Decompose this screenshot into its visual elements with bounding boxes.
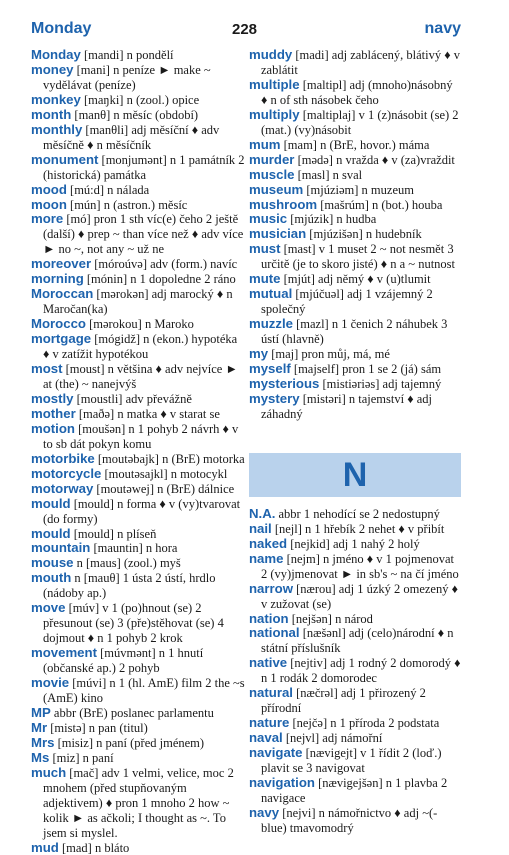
dictionary-entry [31,123,245,153]
entry-definition: [maj] pron můj, má, mé [268,347,390,362]
dictionary-entry [31,721,245,736]
dictionary-entry [249,212,461,227]
entry-definition: [mam] n (BrE, hovor.) máma [280,137,430,152]
entry-definition: [majself] pron 1 se 2 (já) sám [290,362,442,377]
headword: morning [31,271,84,287]
dictionary-entry [31,287,245,317]
entry-definition: [mədə] n vražda ♦ v (za)vraždit [294,152,455,167]
entry-definition: [moutəsajkl] n motocykl [101,466,228,481]
header-last-word: navy [424,20,461,37]
entry-definition: [næšənl] adj (celo)národní ♦ n státní příslušník [261,626,454,656]
dictionary-entry [249,78,461,108]
dictionary-entry [249,731,461,746]
entry-definition: [maðə] n matka ♦ v starat se [75,406,220,421]
dictionary-entry [249,168,461,183]
dictionary-entry [249,48,461,78]
entry-definition: [múvmənt] n 1 hnutí (občanské ap.) 2 pohyb [43,646,204,676]
dictionary-entry [31,527,245,542]
dictionary-entry [31,153,245,183]
entry-definition: [masl] n sval [294,167,363,182]
headword: multiply [249,106,300,122]
entry-definition: [mún] n (astron.) měsíc [66,197,188,212]
dictionary-entry [31,467,245,482]
entry-definition: [nejm] n jméno ♦ v 1 pojmenovat 2 (vy)jmenovat ► in sb's ~ na čí jméno [261,551,459,581]
entry-definition: [mani] n peníze ► make ~ vydělávat (peníze) [43,62,211,92]
headword: my [249,346,269,362]
entry-definition: [mónin] n 1 dopoledne 2 ráno [83,272,236,287]
headword: naval [249,730,283,746]
entry-definition: [moutəbajk] n (BrE) motorka [94,451,245,466]
dictionary-entry [249,272,461,287]
right-column [249,48,461,836]
headword: more [31,211,64,227]
entry-definition: [mistiəriəs] adj tajemný [319,376,442,391]
entry-definition: [mašrúm] n (bot.) houba [317,197,443,212]
headword: narrow [249,580,293,596]
dictionary-entry [249,198,461,213]
headword: museum [249,181,304,197]
entry-definition: [mərokən] adj marocký ♦ n Maročan(ka) [43,287,233,317]
headword: Mrs [31,734,55,750]
entry-definition: [miz] n paní [49,750,114,765]
headword: MP [31,704,51,720]
dictionary-entry [249,686,461,716]
dictionary-entry [31,212,245,257]
dictionary-entry [249,612,461,627]
headword: must [249,241,281,257]
entry-definition: [mauntin] n hora [90,541,178,556]
entry-definition: [mərokou] n Maroko [85,317,194,332]
dictionary-entry [249,153,461,168]
section-letter: N [342,455,368,494]
entry-definition: [maŋki] n (zool.) opice [80,92,200,107]
headword: nail [249,520,272,536]
entry-definition: [moustli] adv převážně [73,391,192,406]
dictionary-entry [249,716,461,731]
dictionary-entry [249,287,461,317]
dictionary-entry [31,332,245,362]
entry-definition: [nejkid] adj 1 nahý 2 holý [287,536,420,551]
entry-definition: [nejtiv] adj 1 rodný 2 domorodý ♦ n 1 rodák 2 domorodec [261,656,461,686]
dictionary-entry [249,377,461,392]
dictionary-entry [31,48,245,63]
left-column [31,48,245,855]
headword: mould [31,525,71,541]
headword: motorcycle [31,465,102,481]
headword: national [249,625,300,641]
headword: mouse [31,555,74,571]
entry-definition: [maltiplaj] v 1 (z)násobit (se) 2 (mat.) (vy)násobit [261,107,459,137]
entry-definition: [nævigejt] v 1 řídit 2 (loď.) plavit se 3 navigovat [261,746,442,776]
dictionary-entry [31,362,245,392]
headword: mystery [249,390,300,406]
entry-definition: [múvi] n 1 (hl. AmE) film 2 the ~s (AmE) kino [43,676,245,705]
dictionary-entry [31,751,245,766]
entry-definition: abbr (BrE) poslanec parlamentu [50,705,214,720]
headword: murder [249,151,295,167]
entry-definition: [nejšən] n národ [288,611,373,626]
entry-definition: n [maus] (zool.) myš [73,556,181,571]
dictionary-entry [249,746,461,776]
entry-definition: [mazl] n 1 čenich 2 náhubek 3 ústí (hlavně) [261,317,448,347]
headword: mountain [31,540,91,556]
entry-definition: [mjúziəm] n muzeum [303,182,414,197]
dictionary-entry [249,242,461,272]
headword: motorbike [31,450,95,466]
headword: move [31,600,66,616]
dictionary-entry [31,183,245,198]
entry-definition: [moutəwej] n (BrE) dálnice [93,481,235,496]
headword: nature [249,715,290,731]
headword: Morocco [31,316,86,332]
headword: muscle [249,166,295,182]
dictionary-entry [31,601,245,646]
dictionary-entry [249,656,461,686]
dictionary-entry [249,317,461,347]
dictionary-entry [31,766,245,841]
entry-definition: [maltipl] adj (mnoho)násobný ♦ n of sth násobek čeho [261,77,453,107]
headword: mysterious [249,375,320,391]
dictionary-entry [31,646,245,676]
headword: mostly [31,390,74,406]
headword: name [249,550,284,566]
headword: mother [31,405,76,421]
dictionary-entry [31,407,245,422]
header-first-word: Monday [31,20,92,37]
dictionary-entry [249,582,461,612]
n-entries [249,507,461,836]
headword: mushroom [249,196,318,212]
entry-definition: [manθli] adj měsíční ♦ adv měsíčně ♦ n měsíčník [43,122,220,152]
entry-definition: [mjút] adj němý ♦ v (u)tlumit [280,272,431,287]
headword: musician [249,226,307,242]
entry-definition: [mjúčuəl] adj 1 vzájemný 2 společný [261,287,433,317]
dictionary-entry [31,93,245,108]
headword: motion [31,420,75,436]
headword: muddy [249,47,293,62]
headword: mute [249,271,281,287]
headword: monkey [31,91,81,107]
headword: much [31,764,67,780]
dictionary-entry [249,347,461,362]
headword: monthly [31,121,83,137]
entry-definition: [mógidž] n (ekon.) hypotéka ♦ v zatížit hypotékou [43,332,238,362]
page-number: 228 [232,21,258,38]
dictionary-entry [31,676,245,706]
entry-definition: [mjúzik] n hudba [287,212,377,227]
entry-definition: [mistəri] n tajemství ♦ adj záhadný [261,391,432,421]
headword: muzzle [249,316,293,332]
entry-definition: [madi] adj zablácený, blátivý ♦ v zablátit [261,48,461,77]
dictionary-entry [31,452,245,467]
dictionary-entry [31,392,245,407]
dictionary-entry [249,806,461,836]
dictionary-entry [31,317,245,332]
dictionary-entry [31,736,245,751]
entry-definition: [monjumənt] n 1 památník 2 (historická) památka [43,152,245,182]
entry-definition: [mjúzišən] n hudebník [306,227,422,242]
section-letter-banner [249,453,461,497]
headword: moreover [31,256,92,272]
entry-definition: [moust] n většina ♦ adv nejvíce ► at (the) ~ nanejvýš [43,362,238,391]
headword: movie [31,675,70,691]
m-entries-continued [249,48,461,422]
dictionary-entry [31,272,245,287]
entry-definition: [nejvi] n námořnictvo ♦ adj ~(-blue) tmavomodrý [261,805,438,835]
entry-definition: [moušən] n 1 pohyb 2 návrh ♦ v to sb dát pokyn komu [43,421,239,451]
headword: mud [31,839,59,855]
headword: Ms [31,749,50,765]
headword: mortgage [31,331,92,347]
headword: Monday [31,47,81,62]
entry-definition: [mould] n plíseň [70,526,157,541]
headword: native [249,655,288,671]
dictionary-entry [249,183,461,198]
entry-definition: [misiz] n paní (před jménem) [54,735,205,750]
headword: mum [249,136,281,152]
dictionary-entry [31,482,245,497]
dictionary-entry [31,422,245,452]
entry-definition: [nejl] n 1 hřebík 2 nehet ♦ v přibít [271,521,445,536]
entry-definition: n [mauθ] 1 ústa 2 ústí, hrdlo (nádoby ap.) [43,571,216,601]
dictionary-entry [249,362,461,377]
headword: multiple [249,76,300,92]
headword: myself [249,361,291,377]
headword: navigation [249,774,315,790]
headword: navigate [249,745,303,761]
entry-definition: [mad] n bláto [58,840,130,855]
entry-definition: [mó] pron 1 sth víc(e) čeho 2 ještě (další) ♦ prep ~ than více než ♦ adv více ► no ~, not any ~ už ne [43,212,244,257]
entry-definition: abbr 1 nehodící se 2 nedostupný [275,506,440,521]
dictionary-entry [31,556,245,571]
headword: most [31,361,63,377]
headword: N.A. [249,505,276,521]
dictionary-entry [249,776,461,806]
dictionary-entry [249,537,461,552]
headword: mould [31,495,71,511]
entry-definition: [nejčə] n 1 příroda 2 podstata [289,716,440,731]
entry-definition: [mast] v 1 muset 2 ~ not nesmět 3 určitě (je to skoro jisté) ♦ n a ~ nutnost [261,242,456,272]
entry-definition: [múv] v 1 (po)hnout (se) 2 přesunout (se) 3 (pře)stěhovat (se) 4 dojmout ♦ n 1 pohyb 2 krok [43,601,224,646]
dictionary-entry [31,257,245,272]
entry-definition: [mould] n forma ♦ v (vy)tvarovat (do formy) [43,496,241,526]
dictionary-entry [31,198,245,213]
headword: natural [249,685,293,701]
headword: mutual [249,286,293,302]
entry-definition: [mač] adv 1 velmi, velice, moc 2 mnohem (před stupňovaným adjektivem) ♦ pron 1 mnoho 2 how ~ kolik ► as ačkoli; I thought as ~. To jsem si myslel. [43,765,234,840]
dictionary-entry [249,626,461,656]
headword: Mr [31,719,48,735]
headword: monument [31,151,99,167]
headword: money [31,61,74,77]
entry-definition: [nærou] adj 1 úzký 2 omezený ♦ v zužovat (se) [261,581,458,611]
headword: movement [31,645,97,661]
entry-definition: [mú:d] n nálada [66,182,150,197]
entry-definition: [nejvl] adj námořní [282,731,383,746]
entry-definition: [móroúvə] adv (form.) navíc [91,257,238,272]
headword: navy [249,804,280,820]
dictionary-entry [249,552,461,582]
dictionary-entry [31,571,245,601]
dictionary-entry [249,138,461,153]
headword: naked [249,535,288,551]
headword: mood [31,181,67,197]
dictionary-entry [31,497,245,527]
dictionary-entry [31,841,245,855]
page-header [0,0,509,42]
headword: Moroccan [31,286,94,302]
dictionary-entry [31,63,245,93]
dictionary-entry [31,108,245,123]
entry-definition: [mandi] n pondělí [80,48,174,62]
headword: nation [249,610,289,626]
dictionary-entry [31,706,245,721]
entry-definition: [manθ] n měsíc (období) [71,107,199,122]
headword: music [249,211,288,227]
dictionary-entry [249,108,461,138]
dictionary-entry [249,522,461,537]
dictionary-entry [249,392,461,422]
headword: month [31,106,72,122]
entry-definition: [mistə] n pan (titul) [47,720,148,735]
dictionary-entry [249,227,461,242]
entry-definition: [næčrəl] adj 1 přirozený 2 přírodní [261,686,426,716]
headword: mouth [31,570,72,586]
entry-definition: [nævigejšən] n 1 plavba 2 navigace [261,775,448,805]
headword: motorway [31,480,94,496]
headword: moon [31,196,67,212]
dictionary-entry [31,541,245,556]
dictionary-entry [249,507,461,522]
